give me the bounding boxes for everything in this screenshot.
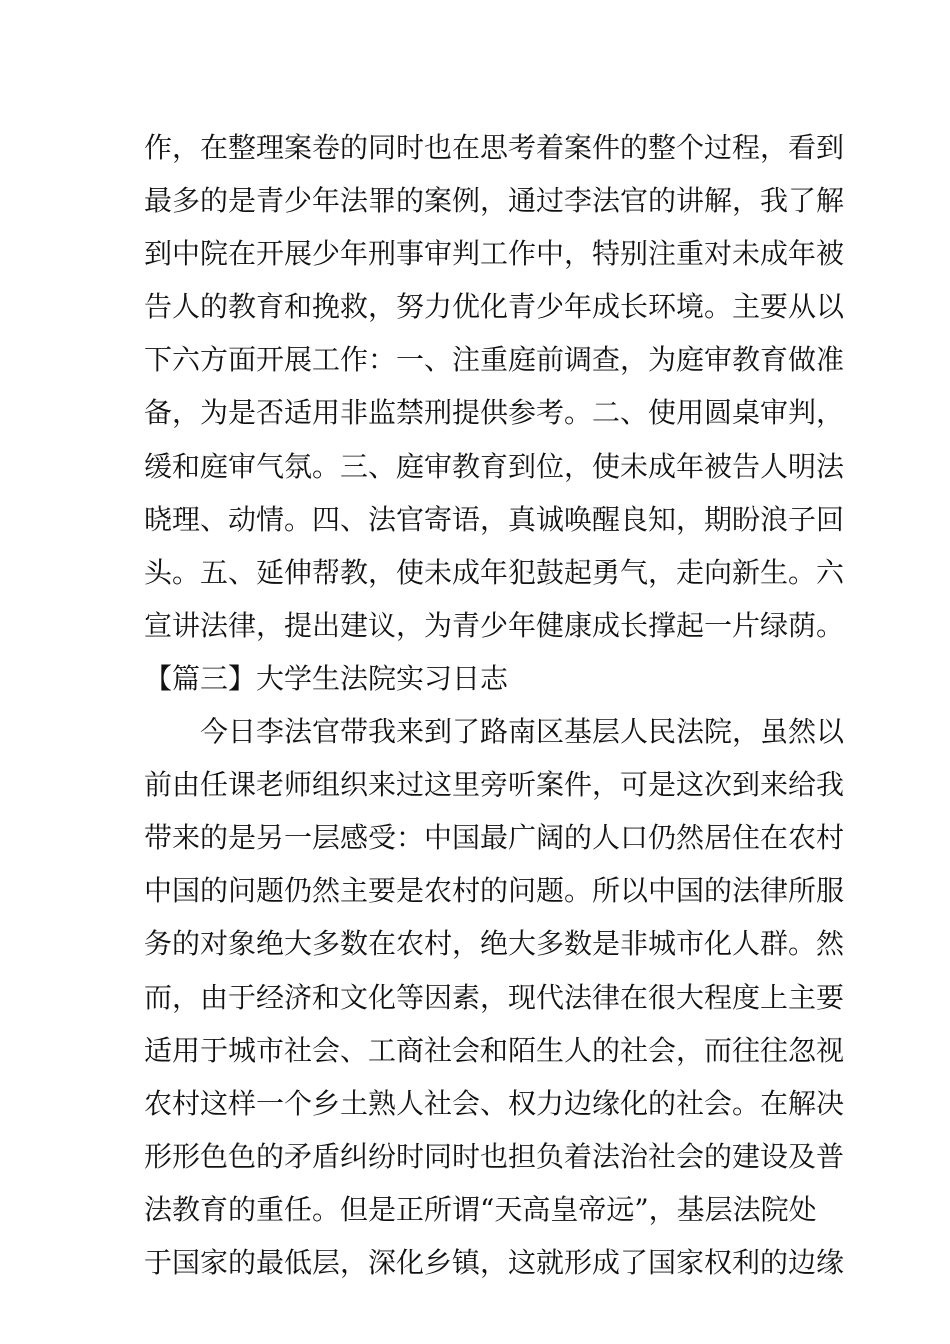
text-line: 下六方面开展工作：一、注重庭前调查，为庭审教育做准 (144, 343, 845, 377)
text-line: 法教育的重任。但是正所谓“天高皇帝远”，基层法院处 (144, 1192, 817, 1226)
text-line: 最多的是青少年法罪的案例，通过李法官的讲解，我了解 (144, 184, 845, 218)
text-line: 中国的问题仍然主要是农村的问题。所以中国的法律所服 (144, 874, 845, 908)
text-line: 到中院在开展少年刑事审判工作中，特别注重对未成年被 (144, 237, 845, 271)
text-line: 形形色色的矛盾纠纷时同时也担负着法治社会的建设及普 (144, 1139, 845, 1173)
text-line: 适用于城市社会、工商社会和陌生人的社会，而往往忽视 (144, 1033, 845, 1067)
text-line: 告人的教育和挽救，努力优化青少年成长环境。主要从以 (144, 290, 845, 324)
text-line: 头。五、延伸帮教，使未成年犯鼓起勇气，走向新生。六 (144, 555, 845, 589)
text-line: 务的对象绝大多数在农村，绝大多数是非城市化人群。然 (144, 927, 845, 961)
paragraph-1 (144, 121, 845, 652)
text-line: 今日李法官带我来到了路南区基层人民法院，虽然以 (200, 715, 845, 749)
text-line: 缓和庭审气氛。三、庭审教育到位，使未成年被告人明法 (144, 449, 845, 483)
text-line: 作，在整理案卷的同时也在思考着案件的整个过程，看到 (144, 131, 845, 164)
text-line: 前由任课老师组织来过这里旁听案件，可是这次到来给我 (144, 768, 845, 802)
section-heading: 【篇三】大学生法院实习日志 (144, 661, 509, 695)
text-line: 于国家的最低层，深化乡镇，这就形成了国家权利的边缘 (144, 1245, 845, 1279)
text-line: 农村这样一个乡土熟人社会、权力边缘化的社会。在解决 (144, 1086, 845, 1120)
text-line: 而，由于经济和文化等因素，现代法律在很大程度上主要 (144, 980, 845, 1014)
paragraph-2 (144, 705, 845, 1289)
text-line: 备，为是否适用非监禁刑提供参考。二、使用圆桌审判， (144, 396, 845, 430)
text-line: 宣讲法律，提出建议，为青少年健康成长撑起一片绿荫。 (144, 608, 845, 642)
text-line: 晓理、动情。四、法官寄语，真诚唤醒良知，期盼浪子回 (144, 502, 845, 536)
document-body (144, 121, 845, 1289)
text-line: 带来的是另一层感受：中国最广阔的人口仍然居住在农村 (144, 821, 845, 855)
